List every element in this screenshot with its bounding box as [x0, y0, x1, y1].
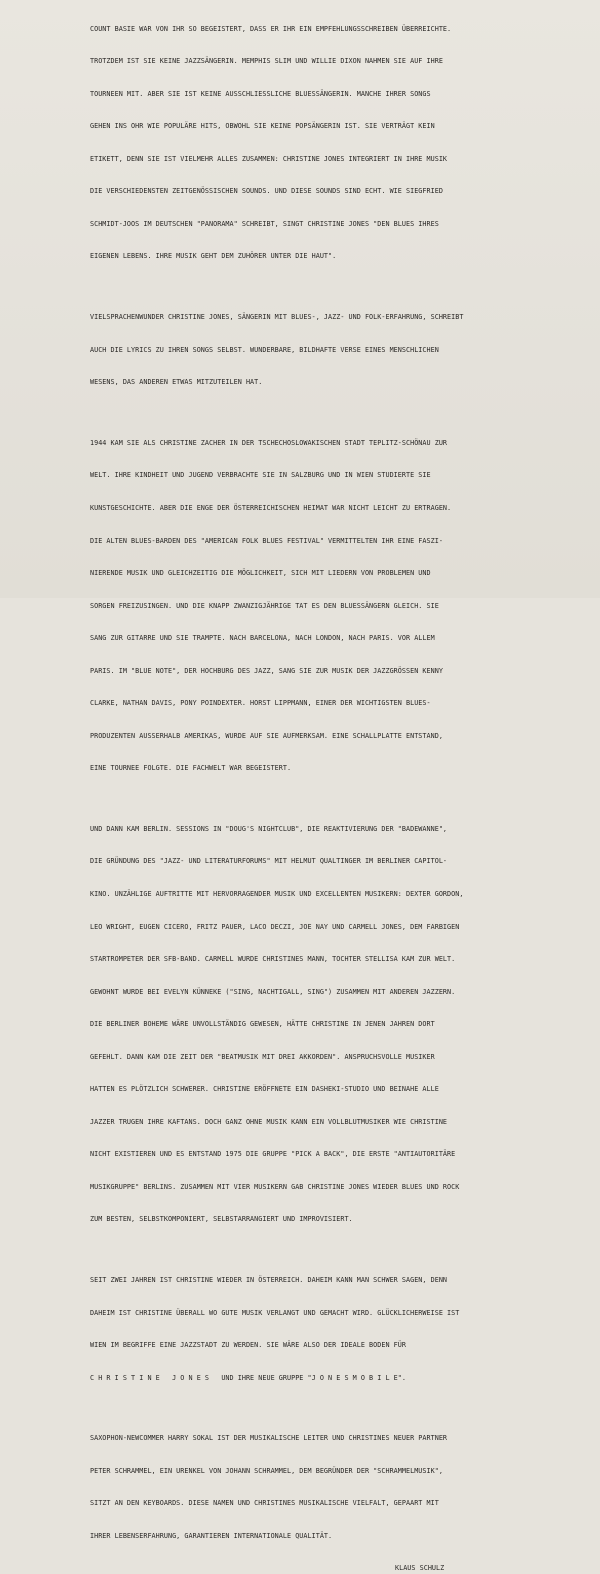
text-line: UND DANN KAM BERLIN. SESSIONS IN "DOUG'S NIGHTCLUB", DIE REAKTIVIERUNG DER "BADEWANNE", — [90, 824, 448, 833]
text-line: DAHEIM IST CHRISTINE ÜBERALL WO GUTE MUSIK VERLANGT UND GEMACHT WIRD. GLÜCKLICHERWEISE IST — [90, 1308, 460, 1317]
text-line: WIEN IM BEGRIFFE EINE JAZZSTADT ZU WERDEN. SIE WÄRE ALSO DER IDEALE BODEN FÜR — [90, 1341, 406, 1350]
text-line: SANG ZUR GITARRE UND SIE TRAMPTE. NACH BARCELONA, NACH LONDON, NACH PARIS. VOR ALLEM — [90, 634, 435, 643]
text-line: AUCH DIE LYRICS ZU IHREN SONGS SELBST. WUNDERBARE, BILDHAFTE VERSE EINES MENSCHLICHEN — [90, 345, 439, 354]
text-line: NIERENDE MUSIK UND GLEICHZEITIG DIE MÖGLICHKEIT, SICH MIT LIEDERN VON PROBLEMEN UND — [90, 569, 431, 578]
text-line: LEO WRIGHT, EUGEN CICERO, FRITZ PAUER, LACO DECZI, JOE NAY UND CARMELL JONES, DEM FARBIGEN — [90, 922, 460, 931]
text-line: EINE TOURNEE FOLGTE. DIE FACHWELT WAR BEGEISTERT. — [90, 764, 292, 773]
text-line: ETIKETT, DENN SIE IST VIELMEHR ALLES ZUSAMMEN: CHRISTINE JONES INTEGRIERT IN IHRE MUSIK — [90, 154, 448, 163]
text-line: PARIS. IM "BLUE NOTE", DER HOCHBURG DES JAZZ, SANG SIE ZUR MUSIK DER JAZZGRÖSSEN KENNY — [90, 666, 443, 675]
liner-notes-text — [90, 2, 590, 1574]
text-line: CLARKE, NATHAN DAVIS, PONY POINDEXTER. HORST LIPPMANN, EINER DER WICHTIGSTEN BLUES- — [90, 699, 431, 708]
text-line: SCHMIDT-JOOS IM DEUTSCHEN "PANORAMA" SCHREIBT, SINGT CHRISTINE JONES "DEN BLUES IHRES — [90, 219, 439, 228]
paragraph-2 — [90, 290, 590, 409]
text-line: MUSIKGRUPPE" BERLINS. ZUSAMMEN MIT VIER MUSIKERN GAB CHRISTINE JONES WIEDER BLUES UND ROCK — [90, 1182, 460, 1191]
signature: KLAUS SCHULZ — [395, 1564, 445, 1573]
text-line: GEWOHNT WURDE BEI EVELYN KÜNNEKE ("SING, NACHTIGALL, SING") ZUSAMMEN MIT ANDEREN JAZZERN. — [90, 987, 456, 996]
text-line: DIE VERSCHIEDENSTEN ZEITGENÖSSISCHEN SOUNDS. UND DIESE SOUNDS SIND ECHT. WIE SIEGFRIED — [90, 187, 443, 196]
text-line: GEHEN INS OHR WIE POPULÄRE HITS, OBWOHL SIE KEINE POPSÄNGERIN IST. SIE VERTRÄGT KEIN — [90, 122, 435, 131]
text-line: COUNT BASIE WAR VON IHR SO BEGEISTERT, DASS ER IHR EIN EMPFEHLUNGSSCHREIBEN ÜBERREICHTE. — [90, 24, 452, 33]
text-line: SORGEN FREIZUSINGEN. UND DIE KNAPP ZWANZIGJÄHRIGE TAT ES DEN BLUESSÄNGERN GLEICH. SIE — [90, 601, 439, 610]
text-line: SITZT AN DEN KEYBOARDS. DIESE NAMEN UND CHRISTINES MUSIKALISCHE VIELFALT, GEPAART MIT — [90, 1499, 439, 1508]
text-line: JAZZER TRUGEN IHRE KAFTANS. DOCH GANZ OHNE MUSIK KANN EIN VOLLBLUTMUSIKER WIE CHRISTINE — [90, 1117, 448, 1126]
text-line: TOURNEEN MIT. ABER SIE IST KEINE AUSSCHLIESSLICHE BLUESSÄNGERIN. MANCHE IHRER SONGS — [90, 89, 431, 98]
paragraph-5 — [90, 1253, 590, 1405]
text-line: WESENS, DAS ANDEREN ETWAS MITZUTEILEN HAT. — [90, 378, 263, 387]
text-line: GEFEHLT. DANN KAM DIE ZEIT DER "BEATMUSIK MIT DREI AKKORDEN". ANSPRUCHSVOLLE MUSIKER — [90, 1052, 435, 1061]
text-line: ZUM BESTEN, SELBSTKOMPONIERT, SELBSTARRANGIERT UND IMPROVISIERT. — [90, 1215, 353, 1224]
text-line: EIGENEN LEBENS. IHRE MUSIK GEHT DEM ZUHÖRER UNTER DIE HAUT". — [90, 252, 337, 261]
text-line: TROTZDEM IST SIE KEINE JAZZSÄNGERIN. MEMPHIS SLIM UND WILLIE DIXON NAHMEN SIE AUF IHRE — [90, 57, 443, 66]
text-line: PETER SCHRAMMEL, EIN URENKEL VON JOHANN SCHRAMMEL, DEM BEGRÜNDER DER "SCHRAMMELMUSIK", — [90, 1466, 443, 1475]
text-line: DIE GRÜNDUNG DES "JAZZ- UND LITERATURFORUMS" MIT HELMUT QUALTINGER IM BERLINER CAPITOL- — [90, 857, 448, 866]
text-line: SAXOPHON-NEWCOMMER HARRY SOKAL IST DER MUSIKALISCHE LEITER UND CHRISTINES NEUER PARTNER — [90, 1434, 448, 1443]
text-line: IHRER LEBENSERFAHRUNG, GARANTIEREN INTERNATIONALE QUALITÄT. — [90, 1531, 333, 1540]
text-line: PRODUZENTEN AUSSERHALB AMERIKAS, WURDE AUF SIE AUFMERKSAM. EINE SCHALLPLATTE ENTSTAND, — [90, 731, 443, 740]
text-line: KUNSTGESCHICHTE. ABER DIE ENGE DER ÖSTERREICHISCHEN HEIMAT WAR NICHT LEICHT ZU ERTRAGEN. — [90, 503, 452, 512]
text-line: STARTROMPETER DER SFB-BAND. CARMELL WURDE CHRISTINES MANN, TOCHTER STELLISA KAM ZUR WELT. — [90, 955, 456, 964]
text-line: 1944 KAM SIE ALS CHRISTINE ZACHER IN DER TSCHECHOSLOWAKISCHEN STADT TEPLITZ-SCHÖNAU ZUR — [90, 438, 448, 447]
paragraph-1 — [90, 2, 590, 284]
text-line: NICHT EXISTIEREN UND ES ENTSTAND 1975 DIE GRUPPE "PICK A BACK", DIE ERSTE "ANTIAUTORITÄRE — [90, 1150, 456, 1159]
text-line: KINO. UNZÄHLIGE AUFTRITTE MIT HERVORRAGENDER MUSIK UND EXCELLENTEN MUSIKERN: DEXTER GORDON, — [90, 890, 464, 898]
text-line: VIELSPRACHENWUNDER CHRISTINE JONES, SÄNGERIN MIT BLUES-, JAZZ- UND FOLK-ERFAHRUNG, SCHREIBT — [90, 313, 464, 322]
paragraph-4 — [90, 802, 590, 1247]
paragraph-6 — [90, 1412, 590, 1564]
text-line: HATTEN ES PLÖTZLICH SCHWERER. CHRISTINE ERÖFFNETE EIN DASHEKI-STUDIO UND BEINAHE ALLE — [90, 1085, 439, 1094]
text-line: WELT. IHRE KINDHEIT UND JUGEND VERBRACHTE SIE IN SALZBURG UND IN WIEN STUDIERTE SIE — [90, 471, 431, 480]
paragraph-3 — [90, 416, 590, 796]
text-line: C H R I S T I N E J O N E S UND IHRE NEUE GRUPPE "J O N E S M O B I L E". — [90, 1373, 406, 1382]
text-line: SEIT ZWEI JAHREN IST CHRISTINE WIEDER IN ÖSTERREICH. DAHEIM KANN MAN SCHWER SAGEN, DENN — [90, 1276, 448, 1285]
text-line: DIE BERLINER BOHEME WÄRE UNVOLLSTÄNDIG GEWESEN, HÄTTE CHRISTINE IN JENEN JAHREN DORT — [90, 1020, 435, 1029]
text-line: DIE ALTEN BLUES-BARDEN DES "AMERICAN FOLK BLUES FESTIVAL" VERMITTELTEN IHR EINE FASZI- — [90, 536, 443, 545]
